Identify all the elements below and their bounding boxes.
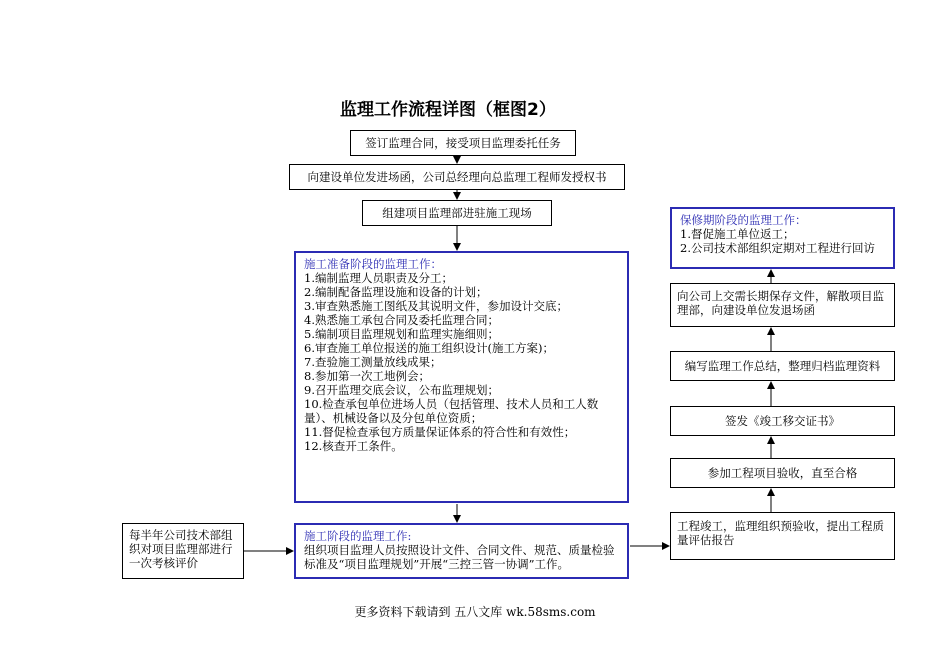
warranty-item: 1.督促施工单位返工； bbox=[680, 227, 795, 241]
prep-item: 2.编制配备监理设施和设备的计划； bbox=[304, 285, 488, 299]
prep-item: 7.查验施工测量放线成果； bbox=[304, 355, 442, 369]
warranty-stage-heading: 保修期阶段的监理工作： bbox=[680, 213, 807, 227]
prep-stage-heading: 施工准备阶段的监理工作： bbox=[304, 257, 442, 271]
prep-item: 11.督促检查承包方质量保证体系的符合性和有效性； bbox=[304, 425, 576, 439]
step-acceptance-label: 参加工程项目验收，直至合格 bbox=[707, 466, 858, 480]
prep-item: 1.编制监理人员职责及分工； bbox=[304, 271, 453, 285]
step-write-summary-label: 编写监理工作总结，整理归档监理资料 bbox=[684, 359, 881, 373]
step-form-team-label: 组建项目监理部进驻施工现场 bbox=[382, 206, 532, 220]
step-completion-label: 工程竣工，监理组织预验收，提出工程质量评估报告 bbox=[677, 519, 884, 547]
prep-item: 3.审查熟悉施工图纸及其说明文件，参加设计交底； bbox=[304, 299, 568, 313]
step-archive-dissolve-label: 向公司上交需长期保存文件，解散项目监理部，向建设单位发退场函 bbox=[677, 289, 884, 317]
warranty-item: 2.公司技术部组织定期对工程进行回访 bbox=[680, 241, 875, 255]
assessment-note-text: 每半年公司技术部组织对项目监理部进行一次考核评价 bbox=[129, 528, 233, 570]
prep-item: 8.参加第一次工地例会； bbox=[304, 369, 430, 383]
footer-download-note: 更多资料下载请到 五八文库 wk.58sms.com bbox=[354, 605, 596, 619]
prep-item: 9.召开监理交底会议，公布监理规划； bbox=[304, 383, 499, 397]
step-issue-certificate-label: 签发《竣工移交证书》 bbox=[725, 414, 840, 428]
prep-item: 4.熟悉施工承包合同及委托监理合同； bbox=[304, 313, 499, 327]
page-title: 监理工作流程详图（框图2） bbox=[340, 100, 556, 120]
step-sign-contract-label: 签订监理合同，接受项目监理委托任务 bbox=[365, 136, 561, 150]
construction-stage-body: 组织项目监理人员按照设计文件、合同文件、规范、质量检验标准及“项目监理规划”开展“三控三管一协调”工作。 bbox=[304, 543, 615, 571]
prep-item: 6.审查施工单位报送的施工组织设计(施工方案)； bbox=[304, 341, 554, 355]
prep-item: 10.检查承包单位进场人员（包括管理、技术人员和工人数量）、机械设备以及分包单位资质； bbox=[304, 397, 599, 425]
construction-stage-heading: 施工阶段的监理工作: bbox=[304, 529, 412, 543]
step-entry-letter-label: 向建设单位发进场函，公司总经理向总监理工程师发授权书 bbox=[307, 170, 607, 184]
prep-item: 12.核查开工条件。 bbox=[304, 439, 403, 453]
prep-item: 5.编制项目监理规划和监理实施细则； bbox=[304, 327, 499, 341]
